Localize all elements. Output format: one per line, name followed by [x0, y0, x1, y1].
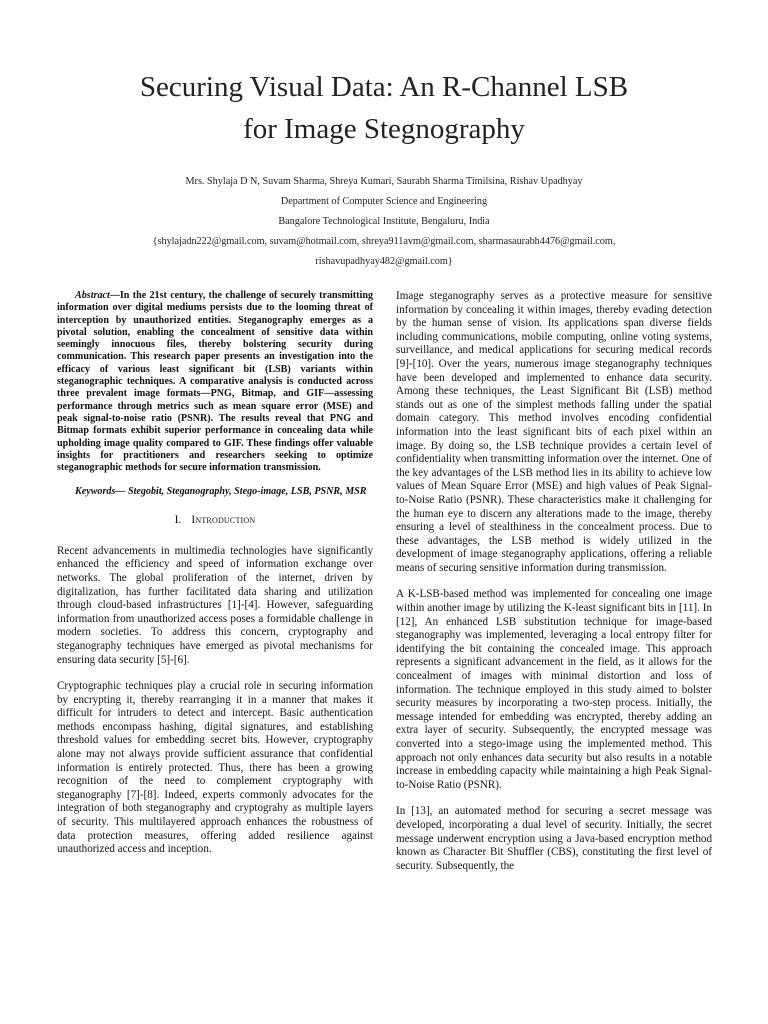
section-title: Introduction [191, 513, 256, 526]
right-column [396, 290, 712, 886]
paragraph: In [13], an automated method for securing a secret message was developed, incorporating a dual level of security. Initially, the secret message underwent encryption using a Java-based encryption method known as Character Bit Shuffler (CBS), constituting the first level of security. Subsequently, the [396, 805, 712, 872]
paper-title [0, 66, 768, 150]
abstract-dash: — [109, 290, 120, 301]
abstract [57, 290, 373, 474]
department: Department of Computer Science and Engineering [280, 196, 488, 207]
author-block [40, 172, 728, 272]
paragraph: Cryptographic techniques play a crucial role in securing information by encrypting it, thereby rearranging it in a manner that makes it difficult for intruders to detect and intercept. Basic authentication methods encompass hashing, digital signatures, and establishing threshold values for embedding secret bits. However, cryptography alone may not always provide sufficient assurance that confidential information is entirely protected. Thus, there has been a growing recognition of the need to complement cryptography with steganography [7]-[8]. Indeed, experts commonly advocates for the integration of both steganography and cryptograhy as multiple layers of security. This multilayered approach enhances the robustness of data protection measures, offering added resilience against unauthorized access and inception. [57, 680, 373, 856]
abstract-label: Abstract [75, 290, 110, 301]
emails-line-1: {shylajadn222@gmail.com, suvam@hotmail.com, shreya911avm@gmail.com, sharmasaurabh4476@gmail.com, [152, 236, 616, 247]
section-number: I. [174, 513, 182, 526]
institution: Bangalore Technological Institute, Bengaluru, India [278, 216, 490, 227]
abstract-text: In the 21st century, the challenge of securely transmitting information over digital mediums persists due to the looming threat of interception by unauthorized entities. Steganography emerges as a pivotal solution, enabling the concealment of sensitive data within seemingly innocuous files, thereby bolstering security during communication. This research paper presents an investigation into the efficacy of various least significant bit (LSB) variants within steganographic techniques. A comparative analysis is conducted across three prevalent image formats—PNG, Bitmap, and GIF—assessing performance through metrics such as mean square error (MSE) and peak signal-to-noise ratio (PSNR). The results reveal that PNG and Bitmap formats exhibit superior performance in concealing data while upholding image quality compared to GIF. These findings offer valuable insights for practitioners and researchers seeking to optimize steganographic methods for secure information transmission. [57, 290, 373, 474]
keywords: Keywords— Stegobit, Steganography, Stego-image, LSB, PSNR, MSR [75, 486, 367, 498]
section-heading-introduction [57, 513, 373, 527]
title-line-1: Securing Visual Data: An R-Channel LSB [139, 71, 629, 103]
left-column [57, 290, 373, 870]
paragraph: Image steganography serves as a protective measure for sensitive information by concealing it within images, thereby evading detection by the human sense of vision. Its applications span diverse fields including communications, mobile computing, online voting systems, surveillance, and medical applications for securing medical records [9]-[10]. Over the years, numerous image steganography techniques have been developed and implemented to enhance data security. Among these techniques, the Least Significant Bit (LSB) method stands out as one of the simplest methods falling under the spatial domain category. This method involves encoding confidential information into the least significant bits of each pixel within an image. By doing so, the LSB technique provides a certain level of confidentiality when transmitting information over the internet. One of the key advantages of the LSB method lies in its ability to achieve low values of Mean Square Error (MSE) and high values of Peak Signal-to-Noise Ratio (PSNR). These characteristics make it challenging for the human eye to discern any alterations made to the image, thereby ensuring a level of stealthiness in the concealment process. Due to these advantages, the LSB method is widely utilized in the development of image steganography applications, offering a reliable means of securing sensitive information during transmission. [396, 290, 712, 574]
title-line-2: for Image Stegnography [243, 113, 525, 145]
paragraph: Recent advancements in multimedia technologies have significantly enhanced the efficiency and speed of information exchange over networks. The global proliferation of the internet, driven by digitalization, has further facilitated data sharing and utilization through cloud-based infrastructures [1]-[4]. However, safeguarding information from unauthorized access poses a formidable challenge in modern societies. To address this concern, cryptography and steganography techniques have emerged as pivotal mechanisms for ensuring data security [5]-[6]. [57, 544, 373, 666]
emails-line-2: rishavupadhyay482@gmail.com} [315, 256, 453, 267]
authors: Mrs. Shylaja D N, Suvam Sharma, Shreya Kumari, Saurabh Sharma Timilsina, Rishav Upadhyay [185, 176, 583, 187]
paragraph: A K-LSB-based method was implemented for concealing one image within another image by utilizing the K-least significant bits in [11]. In [12], An enhanced LSB substitution technique for image-based steganography was implemented, leveraging a local entropy filter for identifying the bit containing the concealed image. This approach represents a significant advancement in the field, as it allows for the concealment of images with minimal distortion and loss of information. The technique employed in this study aimed to bolster security measures by incorporating a two-step process. Initially, the message intended for embedding was encrypted, thereby adding an extra layer of security. Subsequently, the encrypted message was converted into a stego-image using the implemented method. This approach not only enhances data security but also results in a notable increase in embedding capacity while maintaining a high Peak Signal-to-Noise Ratio (PSNR). [396, 588, 712, 791]
